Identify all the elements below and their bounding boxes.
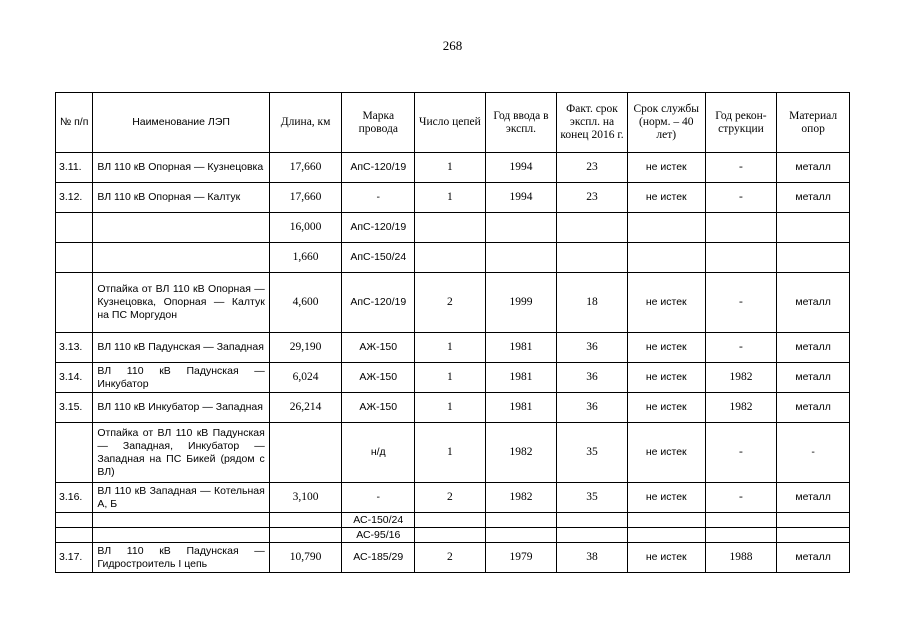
length-cell: 17,660 — [269, 153, 342, 183]
commission-year-cell: 1979 — [485, 543, 557, 573]
service-life-cell — [627, 243, 705, 273]
table-row — [56, 333, 850, 363]
actual-service-cell: 23 — [557, 153, 628, 183]
actual-service-cell: 18 — [557, 273, 628, 333]
circuits-cell: 1 — [415, 333, 486, 363]
row-number-cell: 3.16. — [56, 483, 93, 513]
row-number-cell: 3.13. — [56, 333, 93, 363]
pole-material-cell — [777, 528, 850, 543]
commission-year-cell: 1994 — [485, 153, 557, 183]
reconstruction-year-cell — [705, 513, 777, 528]
row-number-cell — [56, 243, 93, 273]
service-life-cell: не истек — [627, 333, 705, 363]
wire-grade-cell: АС-95/16 — [342, 528, 415, 543]
commission-year-cell — [485, 513, 557, 528]
service-life-cell: не истек — [627, 273, 705, 333]
service-life-cell — [627, 213, 705, 243]
actual-service-cell — [557, 213, 628, 243]
reconstruction-year-cell: - — [705, 333, 777, 363]
reconstruction-year-cell: - — [705, 183, 777, 213]
length-cell: 3,100 — [269, 483, 342, 513]
row-number-cell: 3.11. — [56, 153, 93, 183]
table-row — [56, 213, 850, 243]
header-service-life: Срок службы (норм. – 40 лет) — [627, 93, 705, 153]
commission-year-cell: 1981 — [485, 333, 557, 363]
service-life-cell: не истек — [627, 423, 705, 483]
row-number-cell — [56, 273, 93, 333]
wire-grade-cell: АпС-120/19 — [342, 213, 415, 243]
reconstruction-year-cell — [705, 213, 777, 243]
actual-service-cell: 36 — [557, 333, 628, 363]
wire-grade-cell: АЖ-150 — [342, 333, 415, 363]
commission-year-cell: 1981 — [485, 363, 557, 393]
row-number-cell: 3.15. — [56, 393, 93, 423]
line-name-cell: ВЛ 110 кВ Падунская — Западная — [93, 333, 269, 363]
reconstruction-year-cell: - — [705, 423, 777, 483]
line-name-cell — [93, 513, 269, 528]
service-life-cell — [627, 513, 705, 528]
pole-material-cell — [777, 213, 850, 243]
wire-grade-cell: АпС-120/19 — [342, 273, 415, 333]
service-life-cell: не истек — [627, 363, 705, 393]
row-number-cell — [56, 423, 93, 483]
row-number-cell — [56, 213, 93, 243]
table-row — [56, 423, 850, 483]
pole-material-cell: металл — [777, 153, 850, 183]
row-number-cell — [56, 528, 93, 543]
commission-year-cell: 1982 — [485, 423, 557, 483]
table-body — [56, 153, 850, 573]
line-name-cell — [93, 528, 269, 543]
line-name-cell: Отпайка от ВЛ 110 кВ Падунская — Западная, Инкубатор — Западная на ПС Бикей (рядом с ВЛ) — [93, 423, 269, 483]
wire-grade-cell: - — [342, 483, 415, 513]
actual-service-cell — [557, 243, 628, 273]
length-cell — [269, 513, 342, 528]
wire-grade-cell: АЖ-150 — [342, 393, 415, 423]
circuits-cell — [415, 213, 486, 243]
circuits-cell: 1 — [415, 183, 486, 213]
circuits-cell — [415, 513, 486, 528]
pole-material-cell: металл — [777, 483, 850, 513]
header-commission-year: Год ввода в экспл. — [485, 93, 557, 153]
length-cell: 10,790 — [269, 543, 342, 573]
length-cell: 17,660 — [269, 183, 342, 213]
service-life-cell: не истек — [627, 183, 705, 213]
pole-material-cell: металл — [777, 183, 850, 213]
commission-year-cell — [485, 528, 557, 543]
length-cell — [269, 423, 342, 483]
line-name-cell: Отпайка от ВЛ 110 кВ Опорная — Кузнецовка, Опорная — Калтук на ПС Моргудон — [93, 273, 269, 333]
line-name-cell — [93, 243, 269, 273]
reconstruction-year-cell: 1988 — [705, 543, 777, 573]
length-cell — [269, 528, 342, 543]
header-circuits: Число цепей — [415, 93, 486, 153]
reconstruction-year-cell: - — [705, 153, 777, 183]
line-name-cell: ВЛ 110 кВ Опорная — Кузнецовка — [93, 153, 269, 183]
pole-material-cell: металл — [777, 273, 850, 333]
service-life-cell: не истек — [627, 483, 705, 513]
header-length: Длина, км — [269, 93, 342, 153]
wire-grade-cell: АС-150/24 — [342, 513, 415, 528]
line-name-cell: ВЛ 110 кВ Западная — Котельная А, Б — [93, 483, 269, 513]
row-number-cell: 3.14. — [56, 363, 93, 393]
reconstruction-year-cell — [705, 528, 777, 543]
pole-material-cell — [777, 243, 850, 273]
actual-service-cell: 35 — [557, 423, 628, 483]
length-cell: 26,214 — [269, 393, 342, 423]
pole-material-cell: металл — [777, 393, 850, 423]
circuits-cell: 1 — [415, 363, 486, 393]
page-number: 268 — [442, 38, 463, 53]
row-number-cell: 3.12. — [56, 183, 93, 213]
pole-material-cell — [777, 513, 850, 528]
actual-service-cell: 36 — [557, 393, 628, 423]
power-lines-table — [55, 92, 850, 573]
header-actual-service: Факт. срок экспл. на конец 2016 г. — [557, 93, 628, 153]
length-cell: 4,600 — [269, 273, 342, 333]
actual-service-cell: 38 — [557, 543, 628, 573]
table-row — [56, 393, 850, 423]
wire-grade-cell: - — [342, 183, 415, 213]
actual-service-cell: 23 — [557, 183, 628, 213]
table-row — [56, 183, 850, 213]
length-cell: 1,660 — [269, 243, 342, 273]
circuits-cell: 2 — [415, 273, 486, 333]
pole-material-cell: металл — [777, 363, 850, 393]
pole-material-cell: металл — [777, 543, 850, 573]
line-name-cell: ВЛ 110 кВ Падунская — Гидростроитель I цепь — [93, 543, 269, 573]
line-name-cell — [93, 213, 269, 243]
commission-year-cell — [485, 213, 557, 243]
length-cell: 16,000 — [269, 213, 342, 243]
row-number-cell — [56, 513, 93, 528]
line-name-cell: ВЛ 110 кВ Инкубатор — Западная — [93, 393, 269, 423]
row-number-cell: 3.17. — [56, 543, 93, 573]
table-row — [56, 243, 850, 273]
actual-service-cell: 35 — [557, 483, 628, 513]
circuits-cell: 1 — [415, 393, 486, 423]
actual-service-cell — [557, 528, 628, 543]
service-life-cell — [627, 528, 705, 543]
reconstruction-year-cell — [705, 243, 777, 273]
commission-year-cell: 1994 — [485, 183, 557, 213]
header-number: № п/п — [56, 93, 93, 153]
reconstruction-year-cell: - — [705, 273, 777, 333]
pole-material-cell: - — [777, 423, 850, 483]
commission-year-cell: 1981 — [485, 393, 557, 423]
table-row — [56, 153, 850, 183]
table-row — [56, 543, 850, 573]
commission-year-cell — [485, 243, 557, 273]
wire-grade-cell: АЖ-150 — [342, 363, 415, 393]
wire-grade-cell: АС-185/29 — [342, 543, 415, 573]
service-life-cell: не истек — [627, 393, 705, 423]
length-cell: 6,024 — [269, 363, 342, 393]
circuits-cell — [415, 243, 486, 273]
wire-grade-cell: АпС-150/24 — [342, 243, 415, 273]
header-pole-material: Материал опор — [777, 93, 850, 153]
length-cell: 29,190 — [269, 333, 342, 363]
table-header — [56, 93, 850, 153]
circuits-cell: 2 — [415, 483, 486, 513]
header-line-name: Наименование ЛЭП — [93, 93, 269, 153]
circuits-cell: 1 — [415, 153, 486, 183]
reconstruction-year-cell: - — [705, 483, 777, 513]
wire-grade-cell: АпС-120/19 — [342, 153, 415, 183]
circuits-cell: 1 — [415, 423, 486, 483]
line-name-cell: ВЛ 110 кВ Опорная — Калтук — [93, 183, 269, 213]
reconstruction-year-cell: 1982 — [705, 393, 777, 423]
commission-year-cell: 1982 — [485, 483, 557, 513]
pole-material-cell: металл — [777, 333, 850, 363]
table-row — [56, 528, 850, 543]
wire-grade-cell: н/д — [342, 423, 415, 483]
line-name-cell: ВЛ 110 кВ Падунская — Инкубатор — [93, 363, 269, 393]
service-life-cell: не истек — [627, 153, 705, 183]
table-row — [56, 513, 850, 528]
actual-service-cell — [557, 513, 628, 528]
circuits-cell — [415, 528, 486, 543]
actual-service-cell: 36 — [557, 363, 628, 393]
circuits-cell: 2 — [415, 543, 486, 573]
table-row — [56, 483, 850, 513]
table-row — [56, 363, 850, 393]
header-reconstruction-year: Год рекон-струкции — [705, 93, 777, 153]
table-row — [56, 273, 850, 333]
commission-year-cell: 1999 — [485, 273, 557, 333]
header-wire-grade: Марка провода — [342, 93, 415, 153]
service-life-cell: не истек — [627, 543, 705, 573]
reconstruction-year-cell: 1982 — [705, 363, 777, 393]
